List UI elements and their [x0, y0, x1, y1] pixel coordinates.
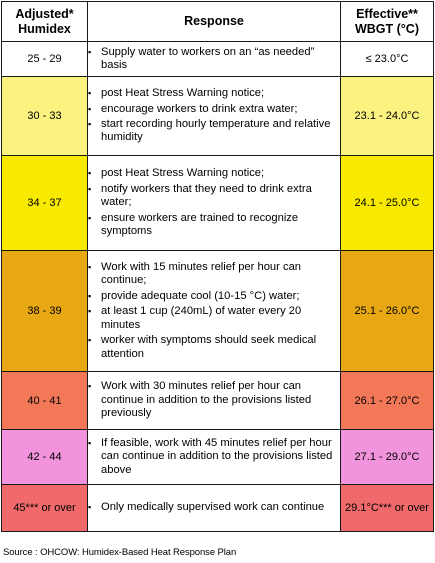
response-list	[88, 167, 340, 238]
response-list	[88, 261, 340, 361]
response-cell	[88, 251, 341, 372]
response-item: ▪ start recording hourly temperature and relative humidity	[88, 118, 340, 145]
response-item: ▪ Supply water to workers on an “as needed” basis	[88, 46, 340, 73]
table-row	[2, 156, 434, 251]
wbgt-range-cell: 29.1°C*** or over	[341, 485, 434, 532]
table-row	[2, 430, 434, 485]
table-row	[2, 372, 434, 430]
response-list	[88, 46, 340, 73]
humidex-range-cell: 42 - 44	[2, 430, 88, 485]
header-wbgt-label: Effective** WBGT (°C)	[354, 6, 419, 36]
response-item: ▪ ensure workers are trained to recognize symptoms	[88, 212, 340, 239]
wbgt-range-cell: ≤ 23.0°C	[341, 42, 434, 77]
header-wbgt	[341, 2, 434, 42]
response-list	[88, 501, 340, 514]
response-cell	[88, 430, 341, 485]
response-list	[88, 87, 340, 145]
response-item: ▪ post Heat Stress Warning notice;	[88, 87, 340, 100]
response-item: ▪ post Heat Stress Warning notice;	[88, 167, 340, 180]
response-item: ▪ Work with 30 minutes relief per hour can continue in addition to the provisions listed previously	[88, 380, 340, 420]
response-item: ▪ If feasible, work with 45 minutes relief per hour can continue in addition to the provisions listed above	[88, 437, 340, 477]
response-item: ▪ Work with 15 minutes relief per hour can continue;	[88, 261, 340, 288]
response-item: ▪ encourage workers to drink extra water;	[88, 103, 340, 116]
response-item: ▪ worker with symptoms should seek medical attention	[88, 334, 340, 361]
response-cell	[88, 77, 341, 156]
table-header-row	[2, 2, 434, 42]
wbgt-range-cell: 27.1 - 29.0°C	[341, 430, 434, 485]
table-body	[2, 42, 434, 532]
response-cell	[88, 485, 341, 532]
wbgt-range-cell: 25.1 - 26.0°C	[341, 251, 434, 372]
response-list	[88, 380, 340, 420]
response-cell	[88, 156, 341, 251]
response-item: ▪ provide adequate cool (10-15 °C) water;	[88, 290, 340, 303]
header-humidex	[2, 2, 88, 42]
source-note: Source : OHCOW: Humidex-Based Heat Response Plan	[3, 547, 237, 558]
humidex-range-cell: 38 - 39	[2, 251, 88, 372]
header-response	[88, 2, 341, 42]
response-list	[88, 437, 340, 477]
table-row	[2, 42, 434, 77]
response-cell	[88, 42, 341, 77]
wbgt-range-cell: 26.1 - 27.0°C	[341, 372, 434, 430]
humidex-range-cell: 25 - 29	[2, 42, 88, 77]
wbgt-range-cell: 23.1 - 24.0°C	[341, 77, 434, 156]
header-response-label: Response	[184, 14, 244, 28]
humidex-range-cell: 40 - 41	[2, 372, 88, 430]
response-item: ▪ at least 1 cup (240mL) of water every 20 minutes	[88, 305, 340, 332]
response-cell	[88, 372, 341, 430]
wbgt-range-cell: 24.1 - 25.0°C	[341, 156, 434, 251]
table-row	[2, 485, 434, 532]
header-humidex-label: Adjusted* Humidex	[15, 6, 74, 36]
humidex-range-cell: 45*** or over	[2, 485, 88, 532]
humidex-range-cell: 34 - 37	[2, 156, 88, 251]
humidex-range-cell: 30 - 33	[2, 77, 88, 156]
response-item: ▪ Only medically supervised work can continue	[88, 501, 340, 514]
heat-response-table	[1, 1, 434, 532]
response-item: ▪ notify workers that they need to drink extra water;	[88, 183, 340, 210]
table-row	[2, 77, 434, 156]
table-row	[2, 251, 434, 372]
